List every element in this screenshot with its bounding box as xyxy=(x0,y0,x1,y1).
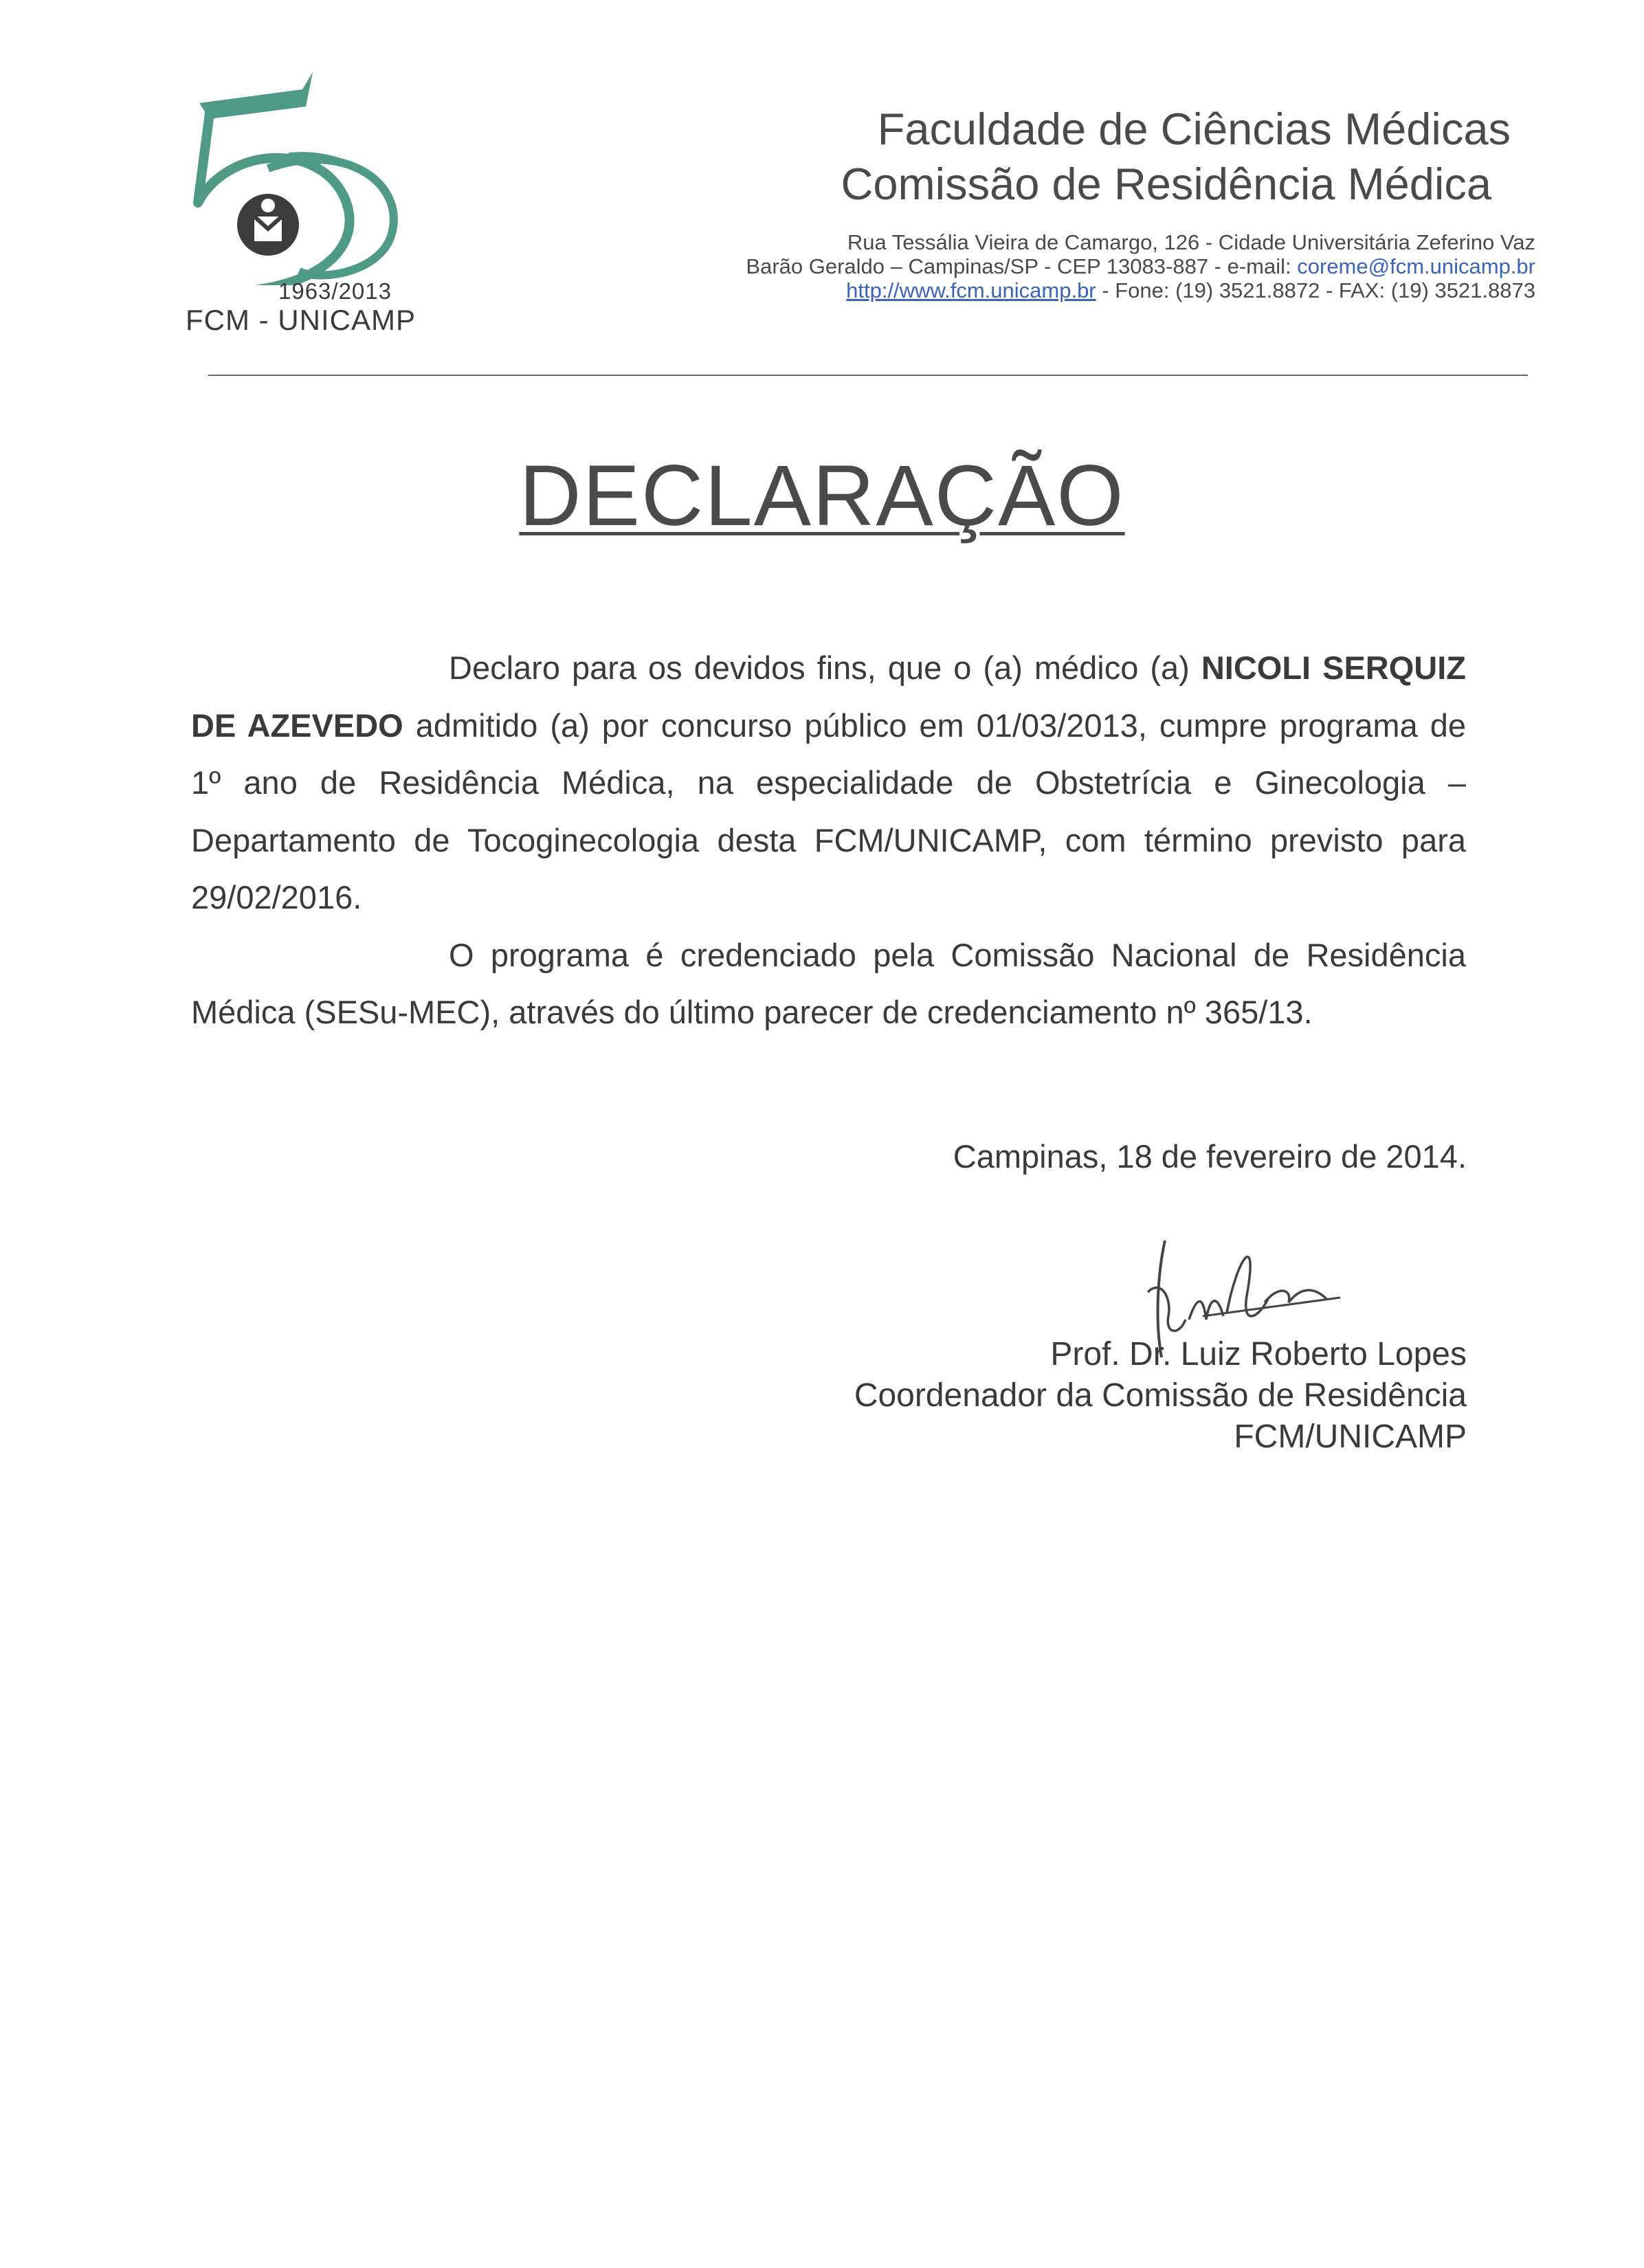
email-link[interactable]: coreme@fcm.unicamp.br xyxy=(1297,254,1535,278)
header-divider xyxy=(208,375,1528,376)
logo-name: FCM - UNICAMP xyxy=(186,304,416,336)
logo-years: 1963/2013 xyxy=(278,278,392,304)
address-email-line xyxy=(746,254,1535,279)
address-line: Rua Tessália Vieira de Camargo, 126 - Cidade Universitária Zeferino Vaz xyxy=(847,230,1535,254)
fcm-unicamp-logo xyxy=(186,65,419,354)
declaration-body xyxy=(191,639,1466,1041)
signatory-name: Prof. Dr. Luiz Roberto Lopes xyxy=(1050,1336,1467,1372)
phone-fax: - Fone: (19) 3521.8872 - FAX: (19) 3521.8873 xyxy=(1096,278,1535,302)
web-phone-line xyxy=(846,278,1535,303)
faculty-title: Faculdade de Ciências Médicas xyxy=(877,104,1511,154)
declaration-paragraph-1 xyxy=(191,639,1466,926)
signatory-role: Coordenador da Comissão de Residência xyxy=(854,1377,1467,1414)
document-date: Campinas, 18 de fevereiro de 2014. xyxy=(953,1138,1467,1175)
fifty-years-emblem-icon xyxy=(186,65,419,285)
document-title-text: DECLARAÇÃO xyxy=(519,448,1125,544)
address-line-2: Barão Geraldo – Campinas/SP - CEP 13083-887 - e-mail: xyxy=(746,254,1298,278)
paragraph-1-intro: Declaro para os devidos fins, que o (a) médico (a) xyxy=(449,649,1201,686)
paragraph-1-rest: admitido (a) por concurso público em 01/03/2013, cumpre programa de 1º ano de Residência Médica, na especialidade de Obstetrícia e Ginecologia – Departamento de Tocoginecologia desta FCM/UNICAMP, com término previsto para 29/02/2016. xyxy=(191,707,1466,915)
declaration-paragraph-2: O programa é credenciado pela Comissão Nacional de Residência Médica (SESu-MEC), através do último parecer de credenciamento nº 365/13. xyxy=(191,936,1466,1030)
resident-name: NICOLI SERQUIZ DE AZEVEDO xyxy=(191,649,1467,744)
signatory-institution: FCM/UNICAMP xyxy=(1234,1419,1467,1455)
document-title xyxy=(0,447,1644,545)
website-link[interactable]: http://www.fcm.unicamp.br xyxy=(846,278,1096,302)
committee-title: Comissão de Residência Médica xyxy=(841,159,1491,209)
